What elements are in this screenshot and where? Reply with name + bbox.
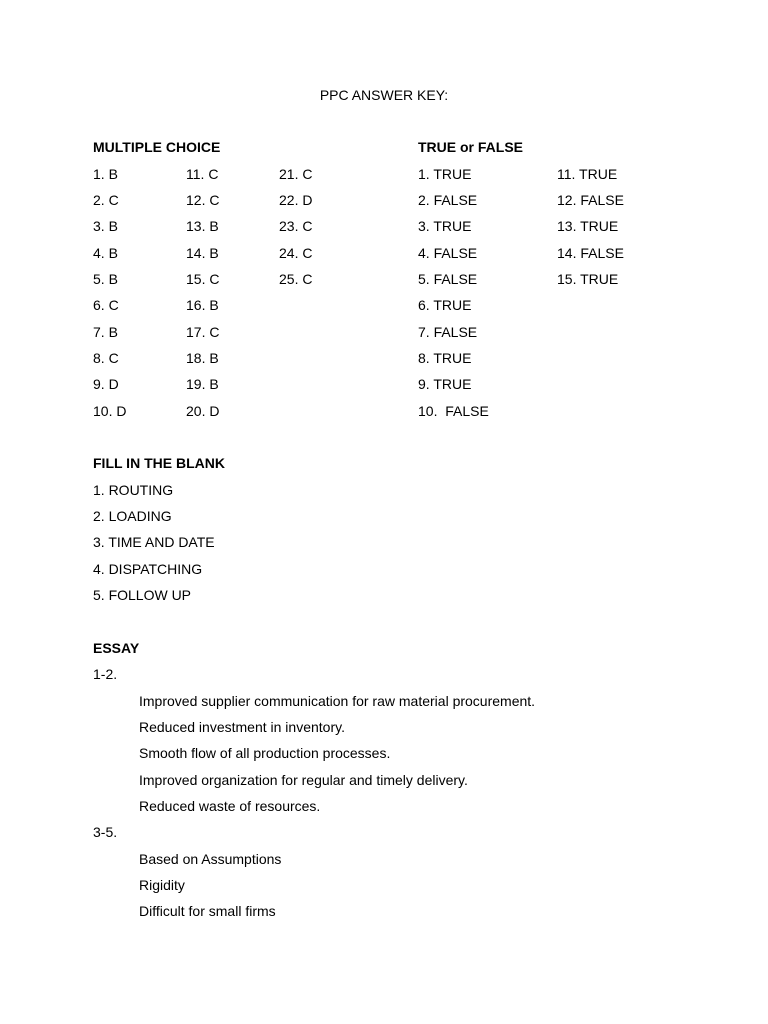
answer-item: 11. TRUE — [557, 166, 618, 182]
answer-item: 5. B — [93, 271, 118, 287]
answer-item: 3. TIME AND DATE — [93, 534, 215, 550]
essay-point: Improved organization for regular and timely delivery. — [139, 772, 468, 788]
essay-point: Reduced waste of resources. — [139, 798, 321, 814]
answer-item: 1. B — [93, 166, 118, 182]
fill-blank-heading: FILL IN THE BLANK — [93, 455, 225, 471]
essay-point: Reduced investment in inventory. — [139, 719, 345, 735]
answer-item: 14. FALSE — [557, 245, 624, 261]
answer-item: 10. D — [93, 403, 127, 419]
answer-item: 13. B — [186, 218, 219, 234]
answer-item: 10. FALSE — [418, 403, 489, 419]
answer-item: 18. B — [186, 350, 219, 366]
answer-item: 2. LOADING — [93, 508, 172, 524]
essay-point: Smooth flow of all production processes. — [139, 745, 391, 761]
true-false-heading: TRUE or FALSE — [418, 139, 524, 155]
answer-item: 3. TRUE — [418, 218, 472, 234]
answer-item: 6. C — [93, 297, 119, 313]
essay-point: Based on Assumptions — [139, 851, 282, 867]
answer-item: 2. FALSE — [418, 192, 478, 208]
answer-item: 17. C — [186, 324, 220, 340]
answer-item: 24. C — [279, 245, 313, 261]
answer-item: 16. B — [186, 297, 219, 313]
answer-item: 12. FALSE — [557, 192, 624, 208]
answer-item: 4. FALSE — [418, 245, 478, 261]
answer-item: 5. FALSE — [418, 271, 478, 287]
answer-item: 9. TRUE — [418, 376, 472, 392]
answer-item: 15. C — [186, 271, 220, 287]
answer-item: 21. C — [279, 166, 313, 182]
answer-item: 15. TRUE — [557, 271, 619, 287]
page-title: PPC ANSWER KEY: — [319, 87, 449, 103]
essay-group-label: 3-5. — [93, 824, 118, 840]
answer-item: 2. C — [93, 192, 119, 208]
answer-item: 4. B — [93, 245, 118, 261]
answer-item: 20. D — [186, 403, 220, 419]
essay-point: Difficult for small firms — [139, 903, 276, 919]
answer-item: 5. FOLLOW UP — [93, 587, 192, 603]
answer-item: 7. FALSE — [418, 324, 478, 340]
answer-item: 22. D — [279, 192, 313, 208]
answer-item: 1. TRUE — [418, 166, 472, 182]
answer-item: 1. ROUTING — [93, 482, 174, 498]
answer-item: 23. C — [279, 218, 313, 234]
essay-point: Improved supplier communication for raw material procurement. — [139, 693, 536, 709]
essay-group-label: 1-2. — [93, 666, 118, 682]
answer-item: 8. C — [93, 350, 119, 366]
answer-item: 4. DISPATCHING — [93, 561, 203, 577]
answer-item: 12. C — [186, 192, 220, 208]
answer-item: 13. TRUE — [557, 218, 619, 234]
answer-item: 3. B — [93, 218, 118, 234]
answer-item: 19. B — [186, 376, 219, 392]
answer-item: 8. TRUE — [418, 350, 472, 366]
answer-item: 6. TRUE — [418, 297, 472, 313]
answer-item: 14. B — [186, 245, 219, 261]
essay-heading: ESSAY — [93, 640, 140, 656]
essay-point: Rigidity — [139, 877, 185, 893]
answer-item: 11. C — [186, 166, 219, 182]
answer-item: 25. C — [279, 271, 313, 287]
multiple-choice-heading: MULTIPLE CHOICE — [93, 139, 221, 155]
answer-item: 9. D — [93, 376, 119, 392]
answer-item: 7. B — [93, 324, 118, 340]
